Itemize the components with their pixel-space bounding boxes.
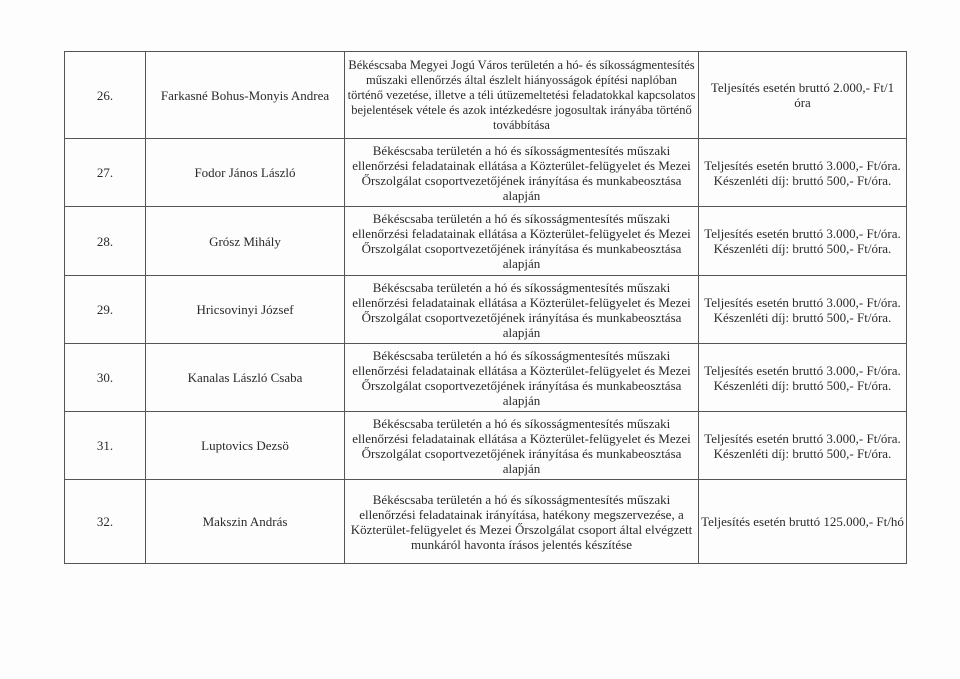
person-name: Grósz Mihály xyxy=(146,207,345,276)
person-name: Hricsovinyi József xyxy=(146,276,345,344)
table-row xyxy=(65,139,907,207)
task-description: Békéscsaba területén a hó és síkosságmentesítés műszaki ellenőrzési feladatainak irányítása, hatékony megszervezése, a Közterület-felügyelet és Mezei Őrszolgálat csoport által elvégzett munkáról havonta írásos jelentés készítése xyxy=(345,480,699,564)
task-description: Békéscsaba Megyei Jogú Város területén a hó- és síkosságmentesítés műszaki ellenőrzés által észlelt hiányosságok építési naplóban történő vezetése, illetve a téli útüzemeltetési feladatokkal kapcsolatos bejelentések vétele és azok intézkedésre jogosultak irányába történő továbbítása xyxy=(345,52,699,139)
row-number: 26. xyxy=(65,52,146,139)
row-number: 30. xyxy=(65,344,146,412)
table-row xyxy=(65,412,907,480)
task-description: Békéscsaba területén a hó és síkosságmentesítés műszaki ellenőrzési feladatainak ellátása a Közterület-felügyelet és Mezei Őrszolgálat csoportvezetőjének irányítása és munkabeosztása alapján xyxy=(345,344,699,412)
assignment-table xyxy=(64,51,907,564)
row-number: 27. xyxy=(65,139,146,207)
fee-description: Teljesítés esetén bruttó 2.000,- Ft/1 óra xyxy=(699,52,907,139)
person-name: Fodor János László xyxy=(146,139,345,207)
row-number: 29. xyxy=(65,276,146,344)
fee-description: Teljesítés esetén bruttó 125.000,- Ft/hó xyxy=(699,480,907,564)
task-description: Békéscsaba területén a hó és síkosságmentesítés műszaki ellenőrzési feladatainak ellátása a Közterület-felügyelet és Mezei Őrszolgálat csoportvezetőjének irányítása és munkabeosztása alapján xyxy=(345,207,699,276)
task-description: Békéscsaba területén a hó és síkosságmentesítés műszaki ellenőrzési feladatainak ellátása a Közterület-felügyelet és Mezei Őrszolgálat csoportvezetőjének irányítása és munkabeosztása alapján xyxy=(345,276,699,344)
person-name: Makszin András xyxy=(146,480,345,564)
fee-description: Teljesítés esetén bruttó 3.000,- Ft/óra. Készenléti díj: bruttó 500,- Ft/óra. xyxy=(699,276,907,344)
table-row xyxy=(65,344,907,412)
table-row xyxy=(65,207,907,276)
fee-description: Teljesítés esetén bruttó 3.000,- Ft/óra. Készenléti díj: bruttó 500,- Ft/óra. xyxy=(699,344,907,412)
person-name: Farkasné Bohus-Monyis Andrea xyxy=(146,52,345,139)
person-name: Luptovics Dezsö xyxy=(146,412,345,480)
row-number: 31. xyxy=(65,412,146,480)
table-row xyxy=(65,52,907,139)
fee-description: Teljesítés esetén bruttó 3.000,- Ft/óra. Készenléti díj: bruttó 500,- Ft/óra. xyxy=(699,207,907,276)
blank-page-area xyxy=(64,574,906,674)
row-number: 32. xyxy=(65,480,146,564)
task-description: Békéscsaba területén a hó és síkosságmentesítés műszaki ellenőrzési feladatainak ellátása a Közterület-felügyelet és Mezei Őrszolgálat csoportvezetőjének irányítása és munkabeosztása alapján xyxy=(345,139,699,207)
person-name: Kanalas László Csaba xyxy=(146,344,345,412)
task-description: Békéscsaba területén a hó és síkosságmentesítés műszaki ellenőrzési feladatainak ellátása a Közterület-felügyelet és Mezei Őrszolgálat csoportvezetőjének irányítása és munkabeosztása alapján xyxy=(345,412,699,480)
fee-description: Teljesítés esetén bruttó 3.000,- Ft/óra. Készenléti díj: bruttó 500,- Ft/óra. xyxy=(699,412,907,480)
row-number: 28. xyxy=(65,207,146,276)
fee-description: Teljesítés esetén bruttó 3.000,- Ft/óra. Készenléti díj: bruttó 500,- Ft/óra. xyxy=(699,139,907,207)
table-row xyxy=(65,480,907,564)
table-row xyxy=(65,276,907,344)
